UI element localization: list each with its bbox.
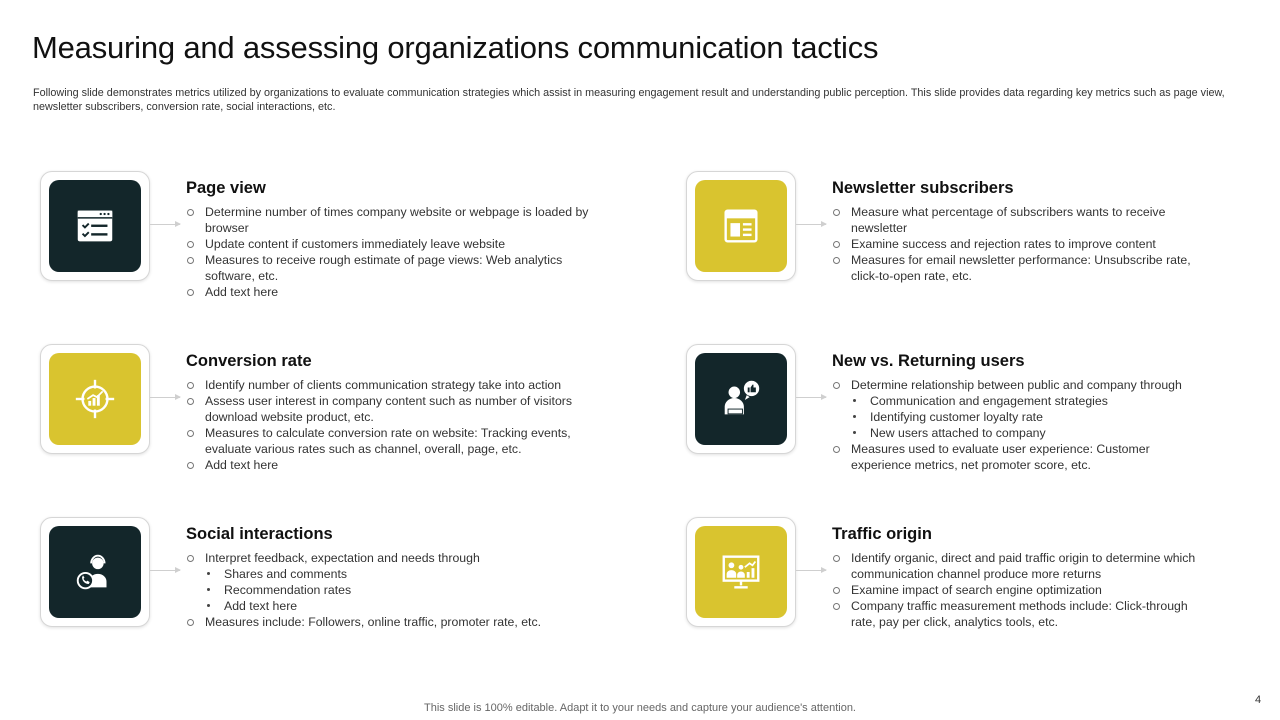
sub-bullet-item: Add text here bbox=[186, 598, 606, 614]
bullet-list bbox=[832, 204, 1212, 284]
bullet-item: Measure what percentage of subscribers wants to receive newsletter bbox=[832, 204, 1212, 236]
sub-bullet-item: Communication and engagement strategies bbox=[832, 393, 1212, 409]
bullet-item: Interpret feedback, expectation and needs through bbox=[186, 550, 606, 566]
bullet-item: Examine success and rejection rates to improve content bbox=[832, 236, 1212, 252]
connector-arrow bbox=[796, 570, 826, 571]
bullet-item: Examine impact of search engine optimization bbox=[832, 582, 1212, 598]
connector-arrow bbox=[796, 397, 826, 398]
card-title: Newsletter subscribers bbox=[832, 179, 1014, 197]
icon-frame bbox=[686, 517, 796, 627]
metric-card-traffic-origin bbox=[686, 517, 1280, 677]
bullet-list bbox=[186, 550, 606, 630]
bullet-item: Determine number of times company website or webpage is loaded by browser bbox=[186, 204, 606, 236]
bullet-list bbox=[186, 204, 606, 300]
card-title: Conversion rate bbox=[186, 352, 312, 370]
browser-checklist-icon bbox=[49, 180, 141, 272]
connector-arrow bbox=[796, 224, 826, 225]
bullet-item: Measures for email newsletter performance: Unsubscribe rate, click-to-open rate, etc. bbox=[832, 252, 1212, 284]
metric-card-page-view bbox=[40, 171, 640, 331]
bullet-item: Add text here bbox=[186, 284, 606, 300]
support-headset-icon bbox=[49, 526, 141, 618]
bullet-item: Company traffic measurement methods include: Click-through rate, pay per click, analytics tools, etc. bbox=[832, 598, 1212, 630]
sub-bullet-item: Shares and comments bbox=[186, 566, 606, 582]
bullet-list bbox=[186, 377, 606, 473]
connector-arrow bbox=[150, 224, 180, 225]
page-number: 4 bbox=[1255, 694, 1262, 706]
bullet-list bbox=[832, 550, 1212, 630]
connector-arrow bbox=[150, 397, 180, 398]
bullet-item: Determine relationship between public and company through bbox=[832, 377, 1212, 393]
bullet-item: Identify number of clients communication strategy take into action bbox=[186, 377, 606, 393]
card-title: Traffic origin bbox=[832, 525, 932, 543]
icon-frame bbox=[686, 171, 796, 281]
connector-arrow bbox=[150, 570, 180, 571]
bullet-item: Measures include: Followers, online traffic, promoter rate, etc. bbox=[186, 614, 606, 630]
newsletter-icon bbox=[695, 180, 787, 272]
metric-card-newsletter-subscribers bbox=[686, 171, 1280, 331]
card-title: Page view bbox=[186, 179, 266, 197]
user-like-icon bbox=[695, 353, 787, 445]
bullet-list bbox=[832, 377, 1212, 473]
bullet-item: Measures to receive rough estimate of page views: Web analytics software, etc. bbox=[186, 252, 606, 284]
metric-card-new-vs-returning-users bbox=[686, 344, 1280, 504]
icon-frame bbox=[40, 344, 150, 454]
bullet-item: Measures to calculate conversion rate on website: Tracking events, evaluate various rates such as channel, overall, page, etc. bbox=[186, 425, 606, 457]
card-title: New vs. Returning users bbox=[832, 352, 1025, 370]
slide-subtitle: Following slide demonstrates metrics utilized by organizations to evaluate communication strategies which assist in measuring engagement result and understanding public perception. This slide provides data regarding key metrics such as page view, newsletter subscribers, conversion rate, social interactions, etc. bbox=[33, 87, 1225, 113]
metric-card-conversion-rate bbox=[40, 344, 640, 504]
sub-bullet-item: Identifying customer loyalty rate bbox=[832, 409, 1212, 425]
footer-note: This slide is 100% editable. Adapt it to your needs and capture your audience's attention. bbox=[424, 702, 856, 714]
icon-frame bbox=[40, 517, 150, 627]
metric-card-social-interactions bbox=[40, 517, 640, 677]
icon-frame bbox=[40, 171, 150, 281]
bullet-item: Identify organic, direct and paid traffic origin to determine which communication channel produce more returns bbox=[832, 550, 1212, 582]
bullet-item: Update content if customers immediately leave website bbox=[186, 236, 606, 252]
presentation-growth-icon bbox=[695, 526, 787, 618]
target-chart-icon bbox=[49, 353, 141, 445]
bullet-item: Add text here bbox=[186, 457, 606, 473]
icon-frame bbox=[686, 344, 796, 454]
card-title: Social interactions bbox=[186, 525, 333, 543]
bullet-item: Assess user interest in company content such as number of visitors download website product, etc. bbox=[186, 393, 606, 425]
slide-title: Measuring and assessing organizations communication tactics bbox=[32, 30, 879, 65]
sub-bullet-item: Recommendation rates bbox=[186, 582, 606, 598]
bullet-item: Measures used to evaluate user experience: Customer experience metrics, net promoter score, etc. bbox=[832, 441, 1212, 473]
sub-bullet-item: New users attached to company bbox=[832, 425, 1212, 441]
